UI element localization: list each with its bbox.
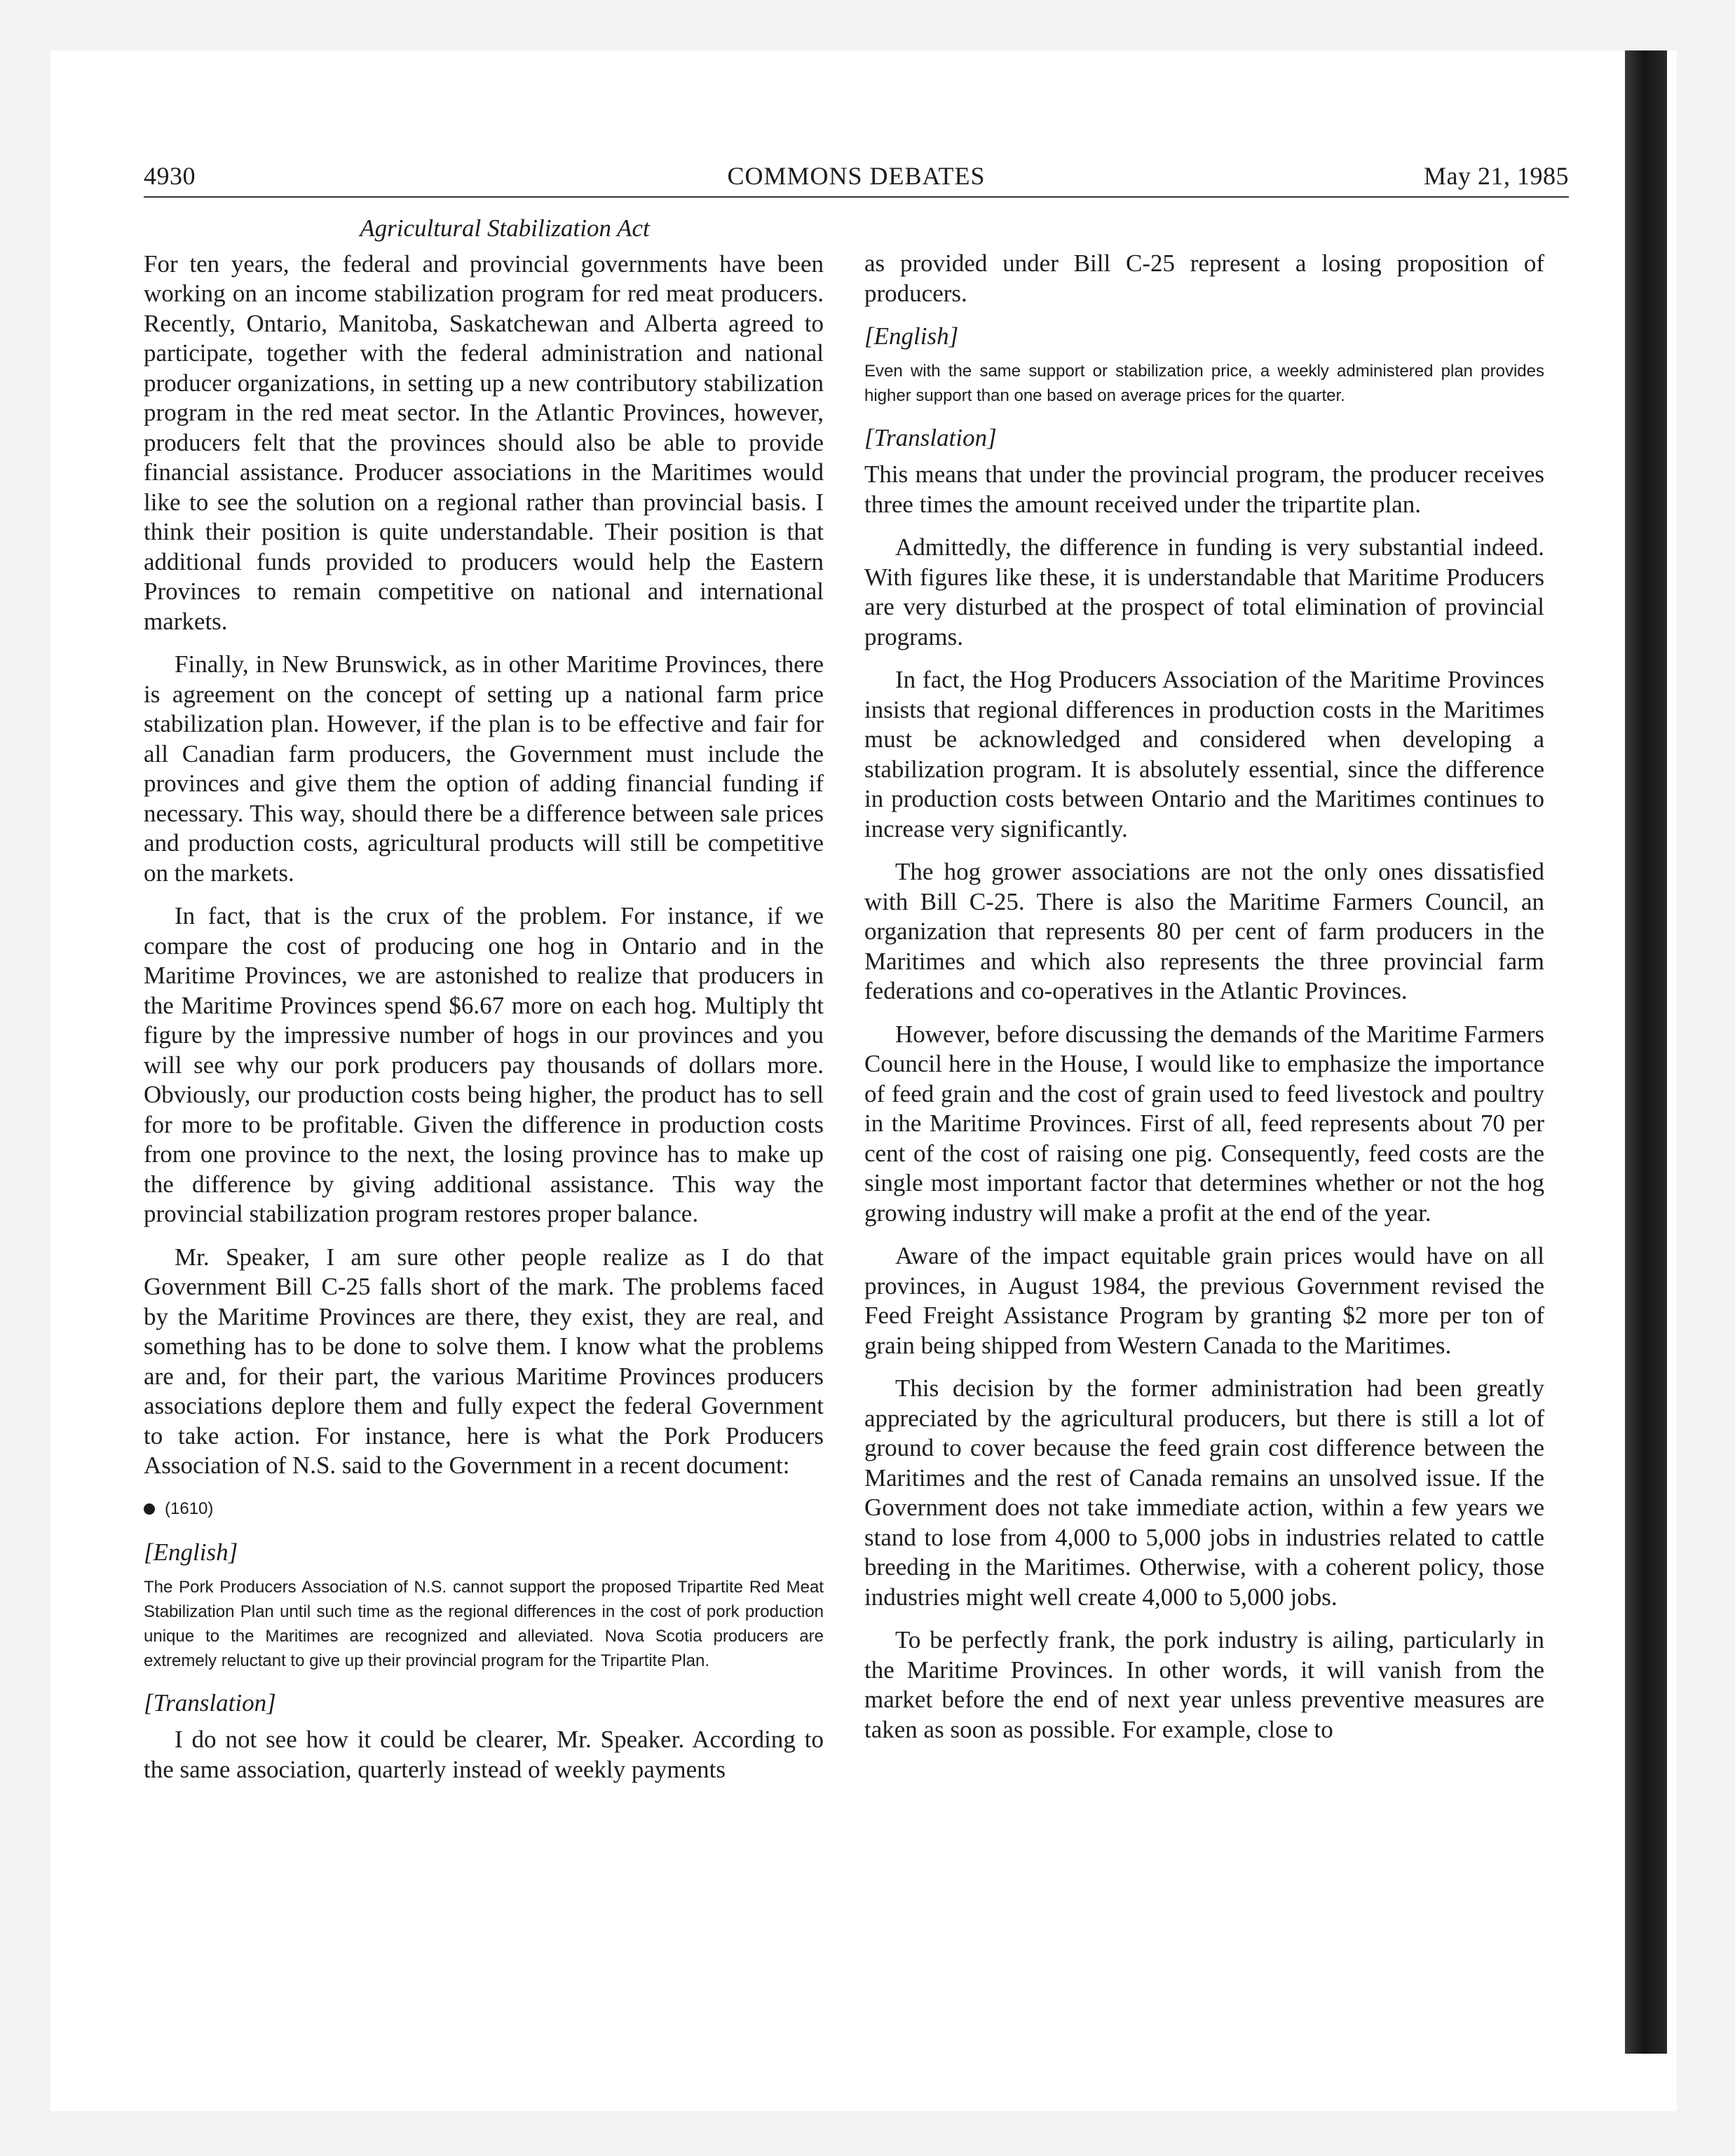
paragraph: In fact, that is the crux of the problem. For instance, if we compare the cost of producing one hog in Ontario and in the Maritime Provinces, we are astonished to realize that producers in the Maritime Provinces spend $6.67 more on each hog. Multiply tht figure by the impressive number of hogs in our provinces and you will see why our pork producers pay thousands of dollars more. Obviously, our production costs being higher, the product has to sell for more to be profitable. Given the difference in production costs from one province to the next, the losing province has to make up the difference by giving additional assistance. This way the provincial stabilization program restores proper balance.: [144, 902, 824, 1227]
right-column: [864, 249, 1544, 1758]
time-marker-text: (1610): [165, 1499, 214, 1518]
paragraph: In fact, the Hog Producers Association of the Maritime Provinces insists that regional differences in production costs in the Maritimes must be acknowledged and considered when developing a stabilization program. It is absolutely essential, since the difference in production costs between Ontario and the Maritimes continues to increase very significantly.: [864, 666, 1544, 842]
paragraph: The hog grower associations are not the only ones dissatisfied with Bill C-25. There is also the Maritime Farmers Council, an organization that represents 80 per cent of farm producers in the Maritimes and which also represents the three provincial farm federations and co-operatives in the Atlantic Provinces.: [864, 858, 1544, 1004]
language-label: [Translation]: [864, 423, 997, 451]
paragraph: To be perfectly frank, the pork industry is ailing, particularly in the Maritime Provinces. In other words, it will vanish from the market before the end of next year unless preventive measures are taken as soon as possible. For example, close to: [864, 1626, 1544, 1743]
section-heading: Agricultural Stabilization Act: [360, 214, 650, 242]
publication-title: COMMONS DEBATES: [727, 162, 986, 190]
left-column: [144, 214, 824, 1798]
language-label: [Translation]: [144, 1688, 276, 1717]
paragraph: Aware of the impact equitable grain prices would have on all provinces, in August 1984, the previous Government revised the Feed Freight Assistance Program by granting $2 more per ton of grain being shipped from Western Canada to the Maritimes.: [864, 1242, 1544, 1359]
paragraph: I do not see how it could be clearer, Mr. Speaker. According to the same association, quarterly instead of weekly payments: [144, 1726, 824, 1783]
paragraph: Finally, in New Brunswick, as in other Maritime Provinces, there is agreement on the concept of setting up a national farm price stabilization plan. However, if the plan is to be effective and fair for all Canadian farm producers, the Government must include the provinces and give them the option of adding financial funding if necessary. This way, should there be a difference between sale prices and production costs, agricultural products will still be competitive on the markets.: [144, 650, 824, 887]
paragraph: This decision by the former administration had been greatly appreciated by the agricultural producers, but there is still a lot of ground to cover because the feed grain cost difference between the Maritimes and the rest of Canada remains an unsolved issue. If the Government does not take immediate action, within a few years we stand to lose from 4,000 to 5,000 jobs in industries related to cattle breeding in the Maritimes. Otherwise, with a coherent policy, those industries might well create 4,000 to 5,000 jobs.: [864, 1374, 1544, 1611]
binding-edge: [1625, 50, 1667, 2054]
block-quote: The Pork Producers Association of N.S. cannot support the proposed Tripartite Red Meat Stabilization Plan until such time as the regional differences in the cost of pork production unique to the Maritimes are recognized and alleviated. Nova Scotia producers are extremely reluctant to give up their provincial program for the Tripartite Plan.: [144, 1577, 824, 1670]
block-quote: Even with the same support or stabilization price, a weekly administered plan provides higher support than one based on average prices for the quarter.: [864, 361, 1544, 405]
header-rule: [144, 196, 1569, 198]
paragraph: For ten years, the federal and provincial governments have been working on an income stabilization program for red meat producers. Recently, Ontario, Manitoba, Saskatchewan and Alberta agreed to participate, together with the federal administration and national producer organizations, in setting up a new contributory stabilization program in the red meat sector. In the Atlantic Provinces, however, producers felt that the provinces should also be able to provide financial assistance. Producer associations in the Maritimes would like to see the solution on a regional rather than provincial basis. I think their position is quite understandable. Their position is that additional funds provided to producers would help the Eastern Provinces to remain competitive on national and international markets.: [144, 250, 824, 635]
page-number: 4930: [144, 162, 196, 190]
language-label: [English]: [144, 1538, 238, 1566]
language-label: [English]: [864, 322, 959, 350]
time-marker: [144, 1494, 824, 1524]
paragraph: Admittedly, the difference in funding is very substantial indeed. With figures like these, it is understandable that Maritime Producers are very disturbed at the prospect of total elimination of provincial programs.: [864, 533, 1544, 650]
publication-date: May 21, 1985: [1424, 162, 1569, 190]
paragraph: This means that under the provincial program, the producer receives three times the amount received under the tripartite plan.: [864, 460, 1544, 518]
bullet-icon: [144, 1503, 155, 1515]
paragraph: Mr. Speaker, I am sure other people realize as I do that Government Bill C-25 falls short of the mark. The problems faced by the Maritime Provinces are there, they exist, they are real, and something has to be done to solve them. I know what the problems are and, for their part, the various Maritime Provinces producers associations deplore them and fully expect the federal Government to take action. For instance, here is what the Pork Producers Association of N.S. said to the Government in a recent document:: [144, 1243, 824, 1479]
page-header: [144, 161, 1569, 195]
paragraph: as provided under Bill C-25 represent a losing proposition of producers.: [864, 250, 1544, 307]
paragraph: However, before discussing the demands of the Maritime Farmers Council here in the House, I would like to emphasize the importance of feed grain and the cost of grain used to feed livestock and poultry in the Maritime Provinces. First of all, feed represents about 70 per cent of the cost of raising one pig. Consequently, feed costs are the single most important factor that determines whether or not the hog growing industry will make a profit at the end of the year.: [864, 1020, 1544, 1227]
